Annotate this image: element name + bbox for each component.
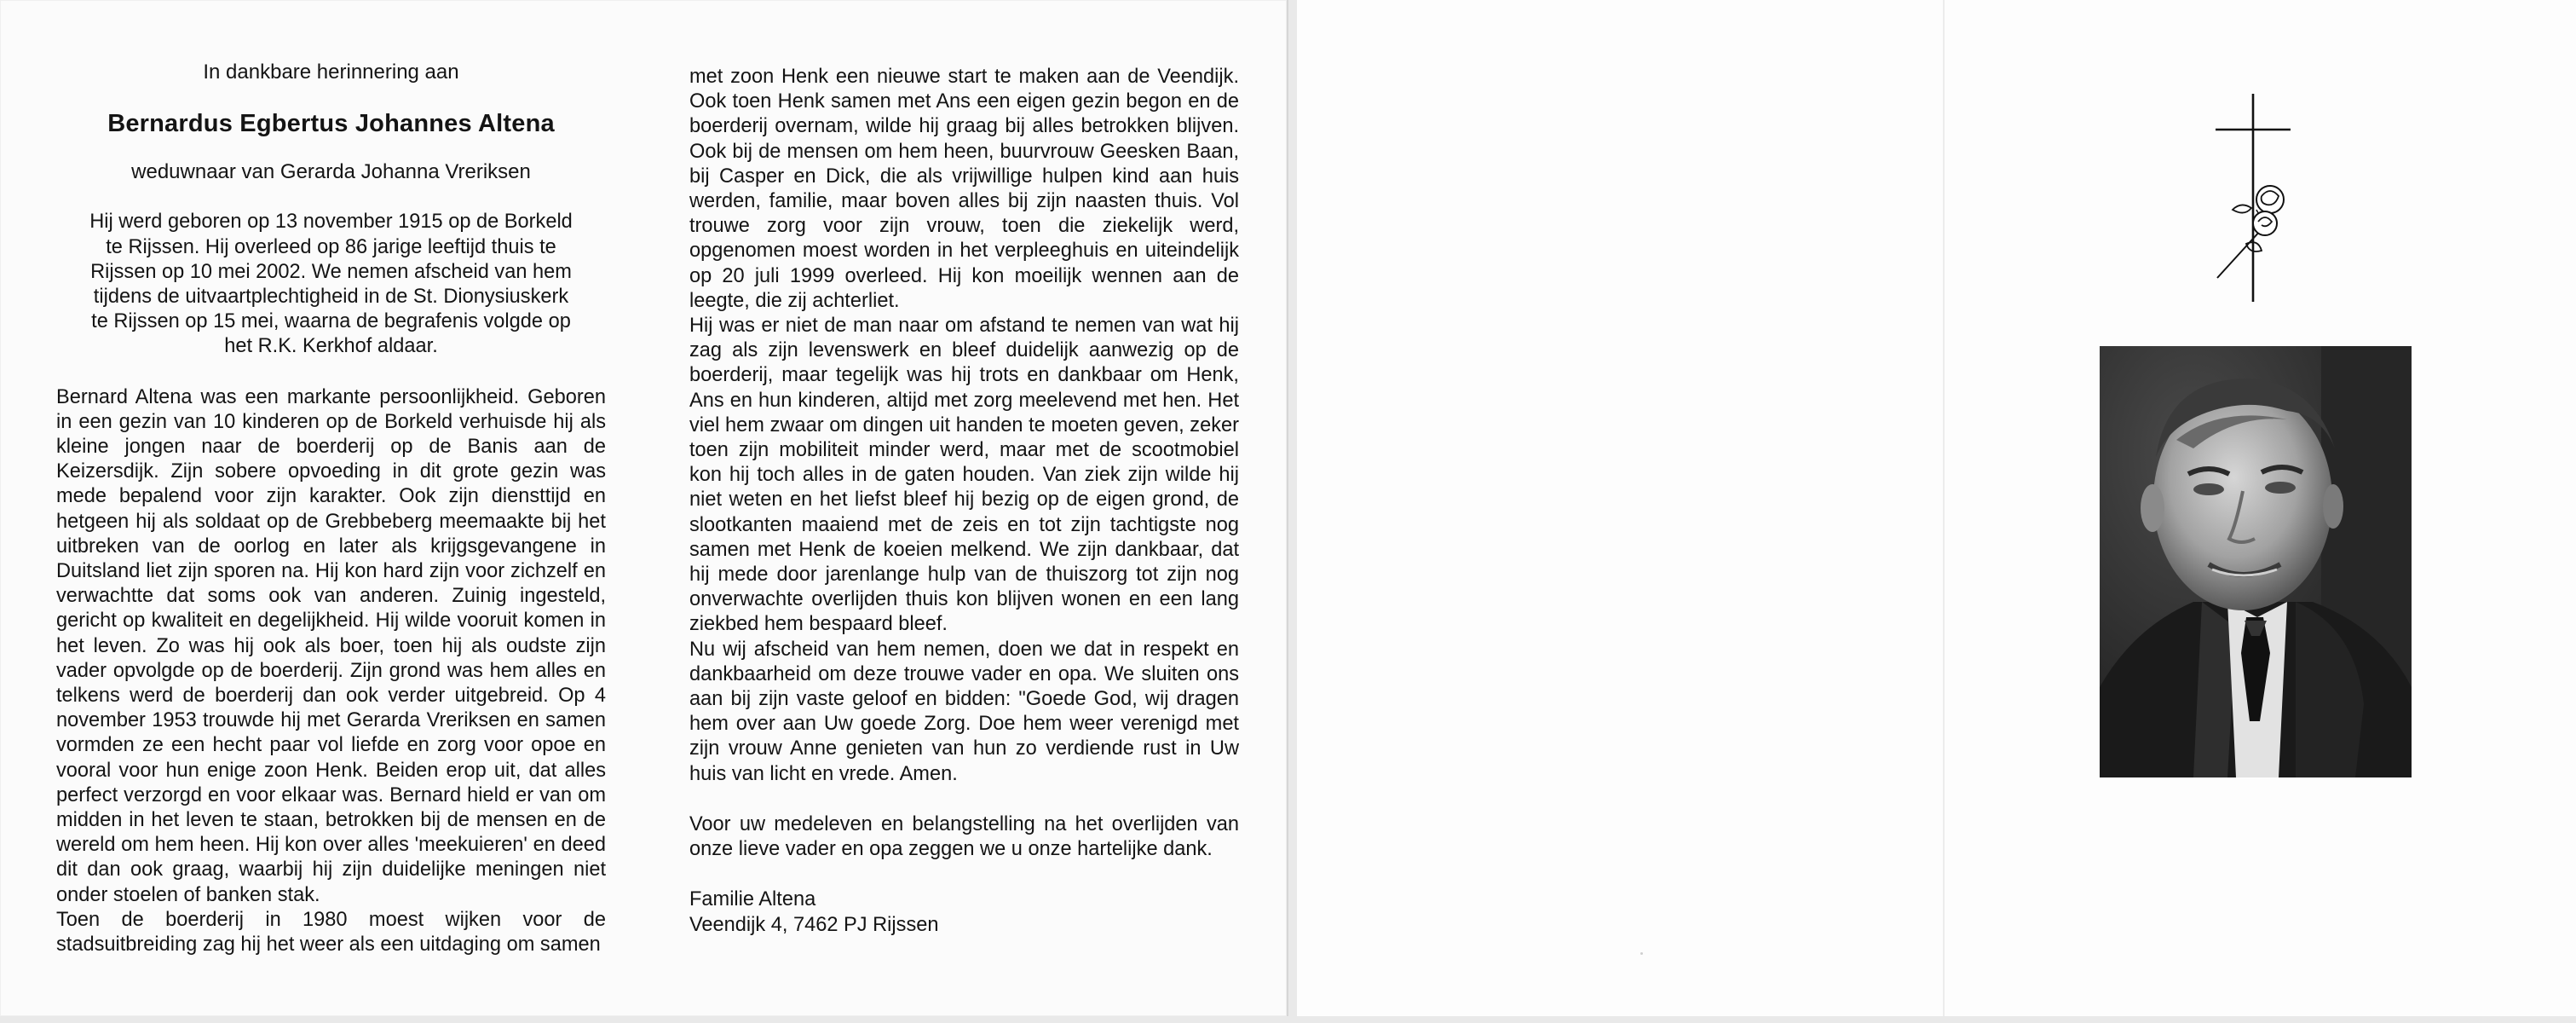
biography-paragraph-3: Hij was er niet de man naar om afstand te nemen van wat hij zag als zijn levenswerk en bleef duidelijk aanwezig op de boerderij, maar tegelijk was hij trots en dankbaar om Henk, Ans en hun kinderen, altijd met zorg meelevend met hen. Het viel hem zwaar om dingen uit handen te moeten geven, zeker toen zijn mobiliteit minder werd, maar met de scootmobiel kon hij toch alles in de gaten houden. Van ziek zijn wilde hij niet weten en het liefst bleef hij bezig op de eigen grond, de slootkanten maaiend met de zeis en tot zijn tachtigste nog samen met Henk de koeien melkend. We zijn dankbaar, dat hij mede door jarenlange hulp van de thuiszorg tot zijn nog onverwachte overlijden thuis kon blijven wonen en een lang ziekbed hem bespaard bleef.	[689, 315, 1239, 636]
family-signature: Familie Altena	[689, 888, 816, 911]
left-text-column	[56, 60, 606, 957]
portrait-photo	[2100, 346, 2412, 777]
paper-speck	[1640, 952, 1643, 955]
widower-line: weduwnaar van Gerarda Johanna Vreriksen	[131, 160, 531, 184]
middle-text-column	[689, 65, 1239, 938]
intro-line: In dankbare herinnering aan	[203, 61, 459, 84]
biography-paragraph-1: Bernard Altena was een markante persoonlijkheid. Geboren in een gezin van 10 kinderen op de Borkeld verhuisde hij als kleine jongen naar de boerderij op de Banis aan de Keizersdijk. Zijn sobere opvoeding in dit grote gezin was mede bepalend voor zijn karakter. Ook zijn diensttijd en hetgeen hij als soldaat op de Grebbeberg meemaakte bij het uitbreken van de oorlog en later als krijgsgevangene in Duitsland liet zijn sporen na. Hij kon hard zijn voor zichzelf en verwachtte dat soms ook van anderen. Zuinig ingesteld, gericht op kwaliteit en degelijkheid. Hij wilde vooruit komen in het leven. Zo was hij ook als boer, toen hij als oudste zijn vader opvolgde op de boerderij. Zijn grond was hem alles en telkens werd de boerderij dan ook verder uitgebreid. Op 4 november 1953 trouwde hij met Gerarda Vreriksen en samen vormden ze een hecht paar vol liefde en zorg voor opoe en vooral voor hun enige zoon Henk. Beiden erop uit, dat alles perfect verzorgd en voor elkaar was. Bernard hield er van om midden in het leven te staan, betrokken bij de mensen en de wereld om hem heen. Hij kon over alles 'meekuieren' en deed dit dan ook graag, waarbij hij zijn duidelijke meningen niet onder stoelen of banken stak.	[56, 385, 606, 906]
biography-paragraph-4: Nu wij afscheid van hem nemen, doen we dat in respekt en dankbaarheid om deze trouwe vader en opa. We sluiten ons aan bij zijn vaste geloof en bidden: "Goede God, wij dragen hem over aan Uw goede Zorg. Doe hem weer verenigd met zijn vrouw Anne genieten van hun zo verdiende rust in Uw huis van licht en vrede. Amen.	[689, 638, 1239, 785]
life-facts: Hij werd geboren op 13 november 1915 op de Borkeld te Rijssen. Hij overleed op 86 jarige leeftijd thuis te Rijssen op 10 mei 2002. We nemen afscheid van hem tijdens de uitvaartplechtigheid in de St. Dionysiuskerk te Rijssen op 15 mei, waarna de begrafenis volgde op het R.K. Kerkhof aldaar.	[89, 211, 573, 358]
cross-with-rose-icon	[2209, 92, 2302, 305]
biography-paragraph-2-start: Toen de boerderij in 1980 moest wijken voor de stadsuitbreiding zag hij het weer als een uitdaging om samen	[56, 908, 606, 957]
thanks-paragraph: Voor uw medeleven en belangstelling na het overlijden van onze lieve vader en opa zeggen we u onze hartelijke dank.	[689, 812, 1239, 861]
spacer	[689, 862, 1239, 887]
family-address: Veendijk 4, 7462 PJ Rijssen	[689, 913, 939, 936]
spacer	[689, 787, 1239, 812]
fold-line	[1943, 0, 1945, 1016]
deceased-name: Bernardus Egbertus Johannes Altena	[107, 110, 555, 138]
card-inner-spread	[0, 0, 1288, 1016]
biography-paragraph-2-end: met zoon Henk een nieuwe start te maken aan de Veendijk. Ook toen Henk samen met Ans een eigen gezin begon en de boerderij overnam, wilde hij graag bij alles betrokken blijven. Ook bij de mensen om hem heen, buurvrouw Geesken Baan, bij Casper en Dick, die als vrijwillige hulpen kind aan huis werden, familie, maar boven alles bij zijn naasten thuis. Vol trouwe zorg voor zijn vrouw, toen die ziekelijk werd, opgenomen moest worden in het verpleeghuis en uiteindelijk op 20 juli 1999 overleed. Hij kon moeilijk wennen aan de leegte, die zij achterliet.	[689, 66, 1239, 312]
